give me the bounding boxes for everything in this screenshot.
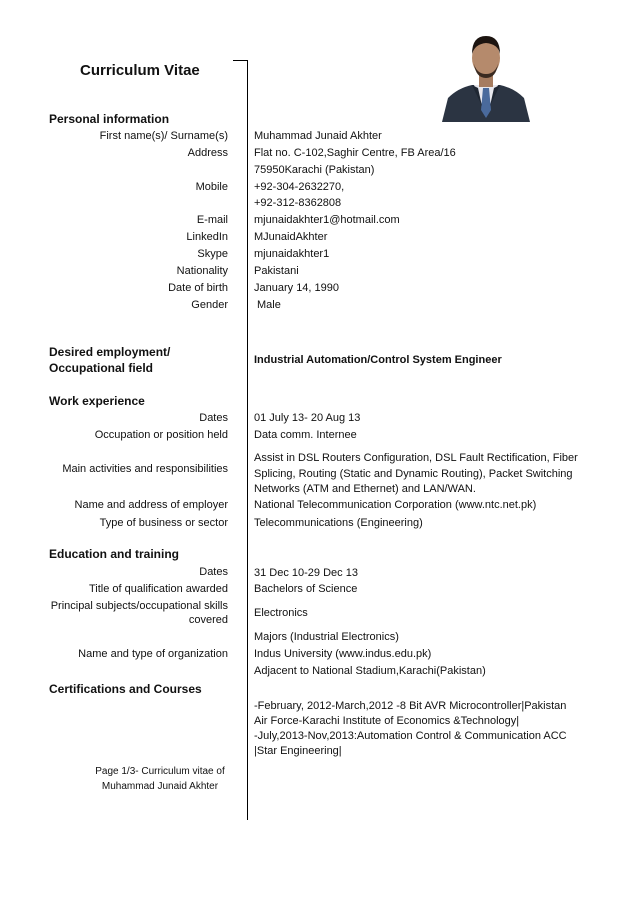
- organization-value: Indus University (www.indus.edu.pk): [254, 648, 432, 660]
- activities-line1: Assist in DSL Routers Configuration, DSL Fault Rectification, Fiber: [254, 452, 578, 464]
- email-value: mjunaidakhter1@hotmail.com: [254, 214, 400, 226]
- address-line2: 75950Karachi (Pakistan): [254, 164, 375, 176]
- subjects-label-line2: covered: [188, 614, 228, 626]
- section-heading-work: Work experience: [49, 394, 145, 408]
- section-heading-personal: Personal information: [49, 112, 170, 126]
- subjects-label-line1: Principal subjects/occupational skills: [50, 600, 228, 612]
- name-label: First name(s)/ Surname(s): [99, 130, 228, 142]
- footer-line2: Muhammad Junaid Akhter: [101, 781, 219, 792]
- linkedin-value: MJunaidAkhter: [254, 231, 328, 243]
- business-value: Telecommunications (Engineering): [254, 517, 423, 529]
- certification-line4: |Star Engineering|: [254, 745, 342, 757]
- work-dates-value: 01 July 13- 20 Aug 13: [254, 412, 361, 424]
- section-heading-desired-line1: Desired employment/: [49, 345, 171, 359]
- desired-employment-value: Industrial Automation/Control System Engineer: [254, 354, 502, 366]
- certification-line3: -July,2013-Nov,2013:Automation Control & Communication ACC: [254, 730, 567, 742]
- vertical-divider: [247, 60, 248, 820]
- address-label: Address: [187, 147, 228, 159]
- nationality-label: Nationality: [176, 265, 228, 277]
- gender-value: Male: [257, 299, 281, 311]
- activities-line2: Splicing, Routing (Static and Dynamic Routing), Packet Switching: [254, 468, 573, 480]
- qualification-label: Title of qualification awarded: [88, 583, 228, 595]
- certification-line2: Air Force-Karachi Institute of Economics &Technology|: [254, 715, 520, 727]
- dob-label: Date of birth: [168, 282, 228, 294]
- dob-value: January 14, 1990: [254, 282, 340, 294]
- activities-label: Main activities and responsibilities: [62, 463, 228, 475]
- profile-photo: [438, 28, 534, 122]
- nationality-value: Pakistani: [254, 265, 299, 277]
- address-line1: Flat no. C-102,Saghir Centre, FB Area/16: [254, 147, 456, 159]
- occupation-value: Data comm. Internee: [254, 429, 357, 441]
- activities-line3: Networks (ATM and Ethernet) and LAN/WAN.: [254, 483, 476, 495]
- organization-address: Adjacent to National Stadium,Karachi(Pakistan): [254, 665, 486, 677]
- mobile-label: Mobile: [195, 181, 228, 193]
- page-title: Curriculum Vitae: [80, 62, 200, 79]
- section-heading-education: Education and training: [49, 547, 180, 561]
- skype-label: Skype: [197, 248, 228, 260]
- business-label: Type of business or sector: [99, 517, 228, 529]
- skype-value: mjunaidakhter1: [254, 248, 330, 260]
- name-value: Muhammad Junaid Akhter: [254, 130, 382, 142]
- organization-label: Name and type of organization: [78, 648, 228, 660]
- mobile-value1: +92-304-2632270,: [254, 181, 345, 193]
- email-label: E-mail: [196, 214, 228, 226]
- certification-line1: -February, 2012-March,2012 -8 Bit AVR Microcontroller|Pakistan: [254, 700, 567, 712]
- section-heading-certifications: Certifications and Courses: [49, 682, 202, 696]
- education-dates-value: 31 Dec 10-29 Dec 13: [254, 567, 358, 579]
- footer-line1: Page 1/3- Curriculum vitae of: [95, 766, 225, 777]
- subjects-value: Electronics: [254, 607, 308, 619]
- mobile-value2: +92-312-8362808: [254, 197, 342, 209]
- person-portrait-icon: [438, 28, 534, 122]
- section-heading-desired-line2: Occupational field: [49, 361, 154, 375]
- qualification-value: Bachelors of Science: [254, 583, 358, 595]
- divider-tick: [233, 60, 248, 61]
- education-dates-label: Dates: [199, 566, 228, 578]
- gender-label: Gender: [191, 299, 228, 311]
- work-dates-label: Dates: [199, 412, 228, 424]
- employer-value: National Telecommunication Corporation (www.ntc.net.pk): [254, 499, 537, 511]
- majors-value: Majors (Industrial Electronics): [254, 631, 399, 643]
- linkedin-label: LinkedIn: [186, 231, 228, 243]
- employer-label: Name and address of employer: [74, 499, 228, 511]
- occupation-label: Occupation or position held: [94, 429, 228, 441]
